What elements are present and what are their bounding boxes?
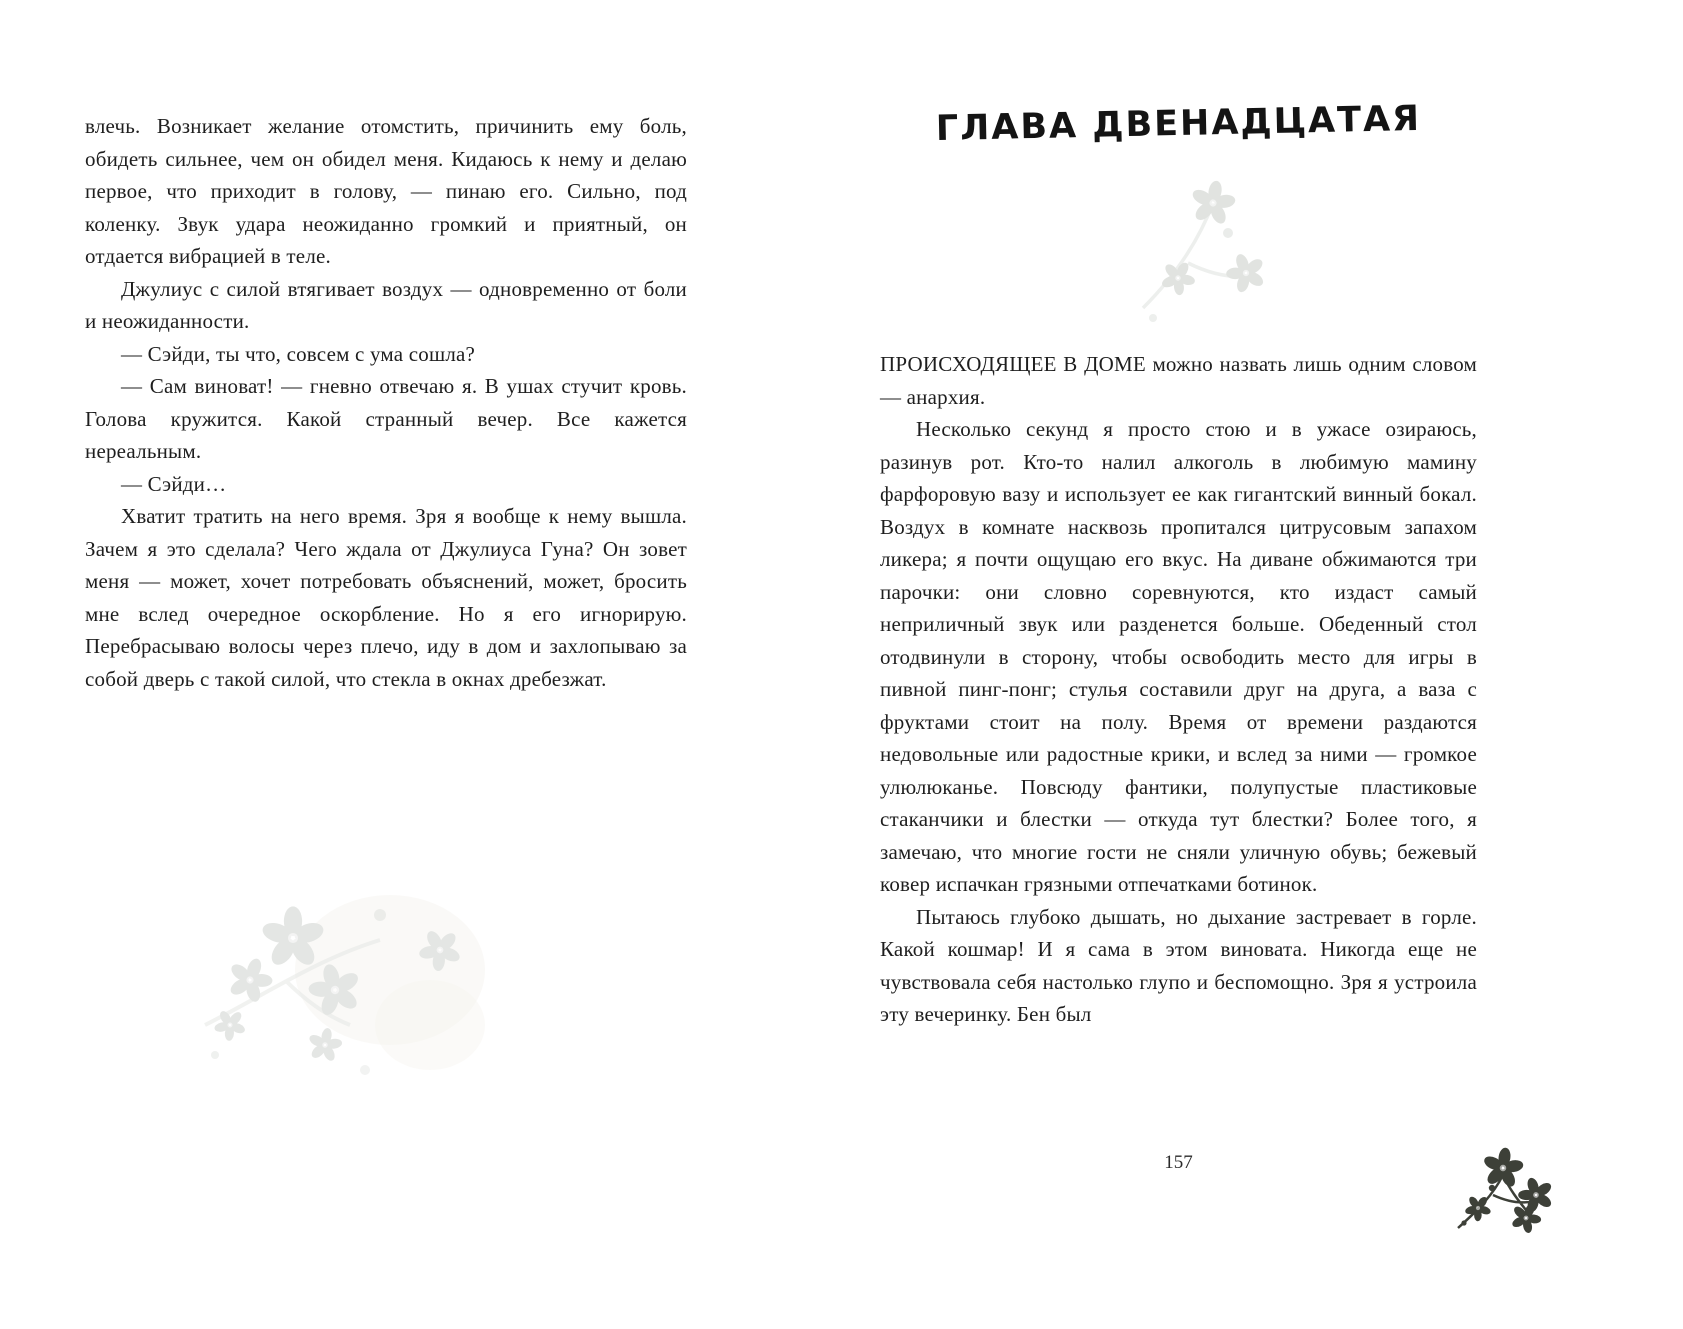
watercolor-blossom-icon (1118, 168, 1278, 338)
dialogue-line: — Сэйди, ты что, совсем с ума сошла? (121, 341, 476, 366)
paragraph: влечь. Возникает желание отомстить, причинить ему боль, обидеть сильнее, чем он обидел меня. Кидаюсь к нему и делаю первое, что приходит в голову, — пинаю его. Сильно, под коленку. Звук удара неожиданно громкий и приятный, он отдается вибрацией в теле. (85, 114, 687, 268)
chapter-title: ГЛАВА ДВЕНАДЦАТАЯ (935, 98, 1422, 150)
paragraph: Джулиус с силой втягивает воздух — одновременно от боли и неожиданности. (85, 276, 687, 333)
paragraph: ПРОИСХОДЯЩЕЕ В ДОМЕ можно назвать лишь одним словом — анархия. (880, 352, 1477, 409)
paragraph: Пытаюсь глубоко дышать, но дыхание застревает в горле. Какой кошмар! И я сама в этом виновата. Никогда еще не чувствовала себя настолько глупо и беспомощно. Зря я устроила эту вечеринку. Бен был (880, 904, 1477, 1026)
watercolor-blossom-branch-icon (175, 820, 525, 1090)
page-number: 157 (1164, 1152, 1193, 1173)
right-page-text (880, 348, 1477, 1031)
paragraph: Несколько секунд я просто стою и в ужасе озираюсь, разинув рот. Кто-то налил алкоголь в любимую мамину фарфоровую вазу и использует ее как гигантский винный бокал. Воздух в комнате насквозь пропитался цитрусовым запахом ликера; я почти ощущаю его вкус. На диване обжимаются три парочки: они словно соревнуются, кто издаст самый неприличный звук или разденется больше. Обеденный стол отодвинули в сторону, чтобы освободить место для игры в пивной пинг-понг; стулья составили друг на друга, а ваза с фруктами стоит на полу. Время от времени раздаются недовольные или радостные крики, и вслед за ними — громкое улюлюканье. Повсюду фантики, полупустые пластиковые стаканчики и блестки — откуда тут блестки? Более того, я замечаю, что многие гости не сняли уличную обувь; бежевый ковер испачкан грязными отпечатками ботинок. (880, 417, 1477, 896)
dialogue-line: — Сэйди… (121, 471, 227, 496)
left-page-text (85, 110, 687, 695)
dialogue-line: — Сам виноват! — гневно отвечаю я. В ушах стучит кровь. Голова кружится. Какой странный вечер. Все кажется нереальным. (85, 374, 687, 463)
paragraph: Хватит тратить на него время. Зря я вообще к нему вышла. Зачем я это сделала? Чего ждала от Джулиуса Гуна? Он зовет меня — может, хочет потребовать объяснений, может, бросить мне вслед очередное оскорбление. Но я его игнорирую. Перебрасываю волосы через плечо, иду в дом и захлопываю за собой дверь с такой силой, что стекла в окнах дребезжат. (85, 504, 687, 691)
